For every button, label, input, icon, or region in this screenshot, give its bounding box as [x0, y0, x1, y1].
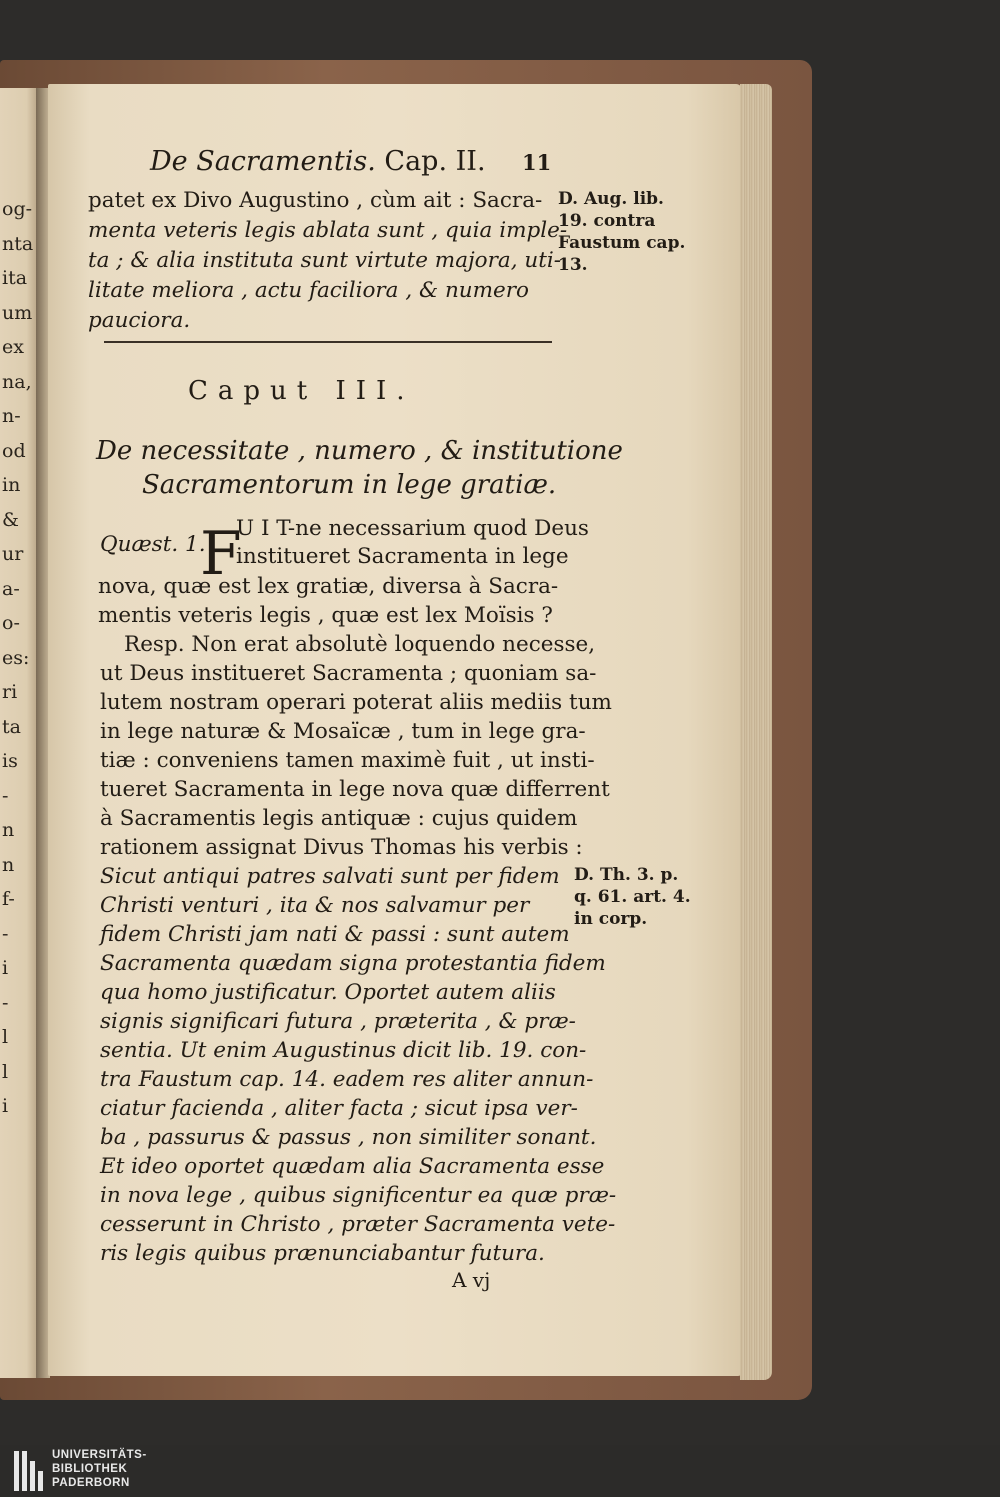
left-page-fragment: ita — [2, 267, 28, 289]
catchword: A vj — [452, 1268, 491, 1292]
margin-note-line: q. 61. art. 4. — [574, 887, 691, 907]
text-line: ba , passurus & passus , non similiter sonant. — [100, 1125, 597, 1150]
library-logo-icon — [14, 1449, 46, 1493]
left-page-fragment: - — [2, 991, 9, 1014]
text-line: ciatur facienda , aliter facta ; sicut ipsa ver- — [100, 1096, 578, 1121]
footer-bar — [0, 1445, 1000, 1497]
text-line: pauciora. — [88, 308, 191, 333]
text-line: patet ex Divo Augustino , cùm ait : Sacra- — [88, 188, 543, 213]
left-page-fragment: n- — [2, 405, 21, 427]
left-page-fragment: n — [2, 819, 15, 841]
left-page-fragment: na, — [2, 370, 32, 393]
text-line: ris legis quibus prænunciabantur futura. — [100, 1241, 545, 1266]
text-line: lutem nostram operari poterat aliis mediis tum — [100, 690, 612, 715]
text-line: in nova lege , quibus significentur ea quæ præ- — [100, 1183, 617, 1208]
logo-line: PADERBORN — [52, 1477, 130, 1489]
question-label: Quæst. 1. — [100, 532, 206, 557]
text-line: Et ideo oportet quædam alia Sacramenta esse — [100, 1154, 605, 1179]
chapter-subtitle: De necessitate , numero , & institutione — [96, 436, 623, 466]
drop-cap: F — [200, 519, 242, 589]
margin-note-line: 13. — [558, 255, 588, 275]
left-page-fragment: a- — [2, 577, 20, 600]
text-line: tueret Sacramenta in lege nova quæ differrent — [100, 777, 610, 802]
text-line: cesserunt in Christo , præter Sacramenta vete- — [100, 1212, 616, 1237]
running-head — [150, 146, 486, 177]
text-line: signis significari futura , præterita , & præ- — [100, 1009, 576, 1034]
text-line: Christi venturi , ita & nos salvamur per — [100, 893, 530, 918]
text-line: à Sacramentis legis antiquæ : cujus quidem — [100, 806, 578, 831]
text-line: Resp. Non erat absolutè loquendo necesse, — [124, 632, 596, 657]
text-line: sentia. Ut enim Augustinus dicit lib. 19. con- — [100, 1038, 587, 1063]
left-page-fragment: n — [2, 853, 15, 876]
text-line: litate meliora , actu faciliora , & numero — [88, 278, 529, 303]
text-line: U I T-ne necessarium quod Deus — [236, 516, 589, 541]
text-line: nova, quæ est lex gratiæ, diversa à Sacra- — [98, 574, 559, 599]
left-page-fragment: um — [2, 301, 33, 324]
chapter-subtitle: Sacramentorum in lege gratiæ. — [142, 470, 557, 500]
running-head-title: De Sacramentis. — [150, 146, 376, 177]
text-line: institueret Sacramenta in lege — [236, 544, 569, 569]
text-line: rationem assignat Divus Thomas his verbis : — [100, 835, 583, 860]
margin-note-line: D. Th. 3. p. — [574, 865, 679, 885]
left-page-fragment: ur — [2, 543, 24, 565]
left-page-fragment: i — [2, 1095, 9, 1117]
text-line: tra Faustum cap. 14. eadem res aliter annun- — [100, 1067, 594, 1092]
left-page-fragment: f- — [2, 888, 15, 910]
margin-note-line: D. Aug. lib. — [558, 189, 664, 209]
text-line: fidem Christi jam nati & passi : sunt autem — [100, 922, 570, 947]
text-line: in lege naturæ & Mosaïcæ , tum in lege gra- — [100, 719, 586, 744]
text-line: menta veteris legis ablata sunt , quia imple- — [88, 218, 568, 243]
left-page-fragment: od — [2, 439, 26, 462]
left-page-fragment: o- — [2, 612, 20, 634]
left-page-fragment: ex — [2, 336, 24, 358]
left-page-fragment: l — [2, 1026, 9, 1048]
logo-line: BIBLIOTHEK — [52, 1463, 128, 1475]
text-line: ut Deus institueret Sacramenta ; quoniam sa- — [100, 661, 597, 686]
chapter-title: Caput III. — [188, 376, 415, 406]
left-page-fragment: l — [2, 1060, 9, 1083]
page-edges — [740, 84, 772, 1380]
left-page-fragment: is — [2, 750, 18, 772]
logo-line: UNIVERSITÄTS- — [52, 1449, 147, 1461]
margin-note-line: in corp. — [574, 909, 648, 929]
left-page-fragment: in — [2, 474, 21, 496]
text-line: qua homo justificatur. Oportet autem aliis — [100, 980, 556, 1005]
section-rule — [104, 341, 552, 343]
text-line: tiæ : conveniens tamen maximè fuit , ut insti- — [100, 748, 595, 773]
left-page-fragment: - — [2, 784, 9, 807]
left-page-fragment: & — [2, 508, 19, 531]
left-page-fragment: es: — [2, 646, 30, 669]
left-page-fragment: og- — [2, 198, 33, 220]
margin-note-line: Faustum cap. — [558, 233, 686, 253]
text-line: mentis veteris legis , quæ est lex Moïsis ? — [98, 603, 553, 628]
margin-note-line: 19. contra — [558, 211, 656, 231]
left-page-fragment: ta — [2, 715, 21, 738]
left-page-fragment: nta — [2, 232, 34, 255]
left-page-fragment: i — [2, 957, 9, 979]
running-head-chapter: Cap. II. — [384, 146, 486, 177]
page-number: 11 — [522, 150, 552, 175]
text-line: Sicut antiqui patres salvati sunt per fidem — [100, 864, 560, 889]
left-page-fragment: ri — [2, 681, 18, 703]
left-page-fragment: - — [2, 922, 9, 945]
left-page — [0, 88, 38, 1378]
library-logo-text — [52, 1448, 147, 1490]
text-line: ta ; & alia instituta sunt virtute majora, uti- — [88, 248, 562, 273]
text-line: Sacramenta quædam signa protestantia fidem — [100, 951, 606, 976]
